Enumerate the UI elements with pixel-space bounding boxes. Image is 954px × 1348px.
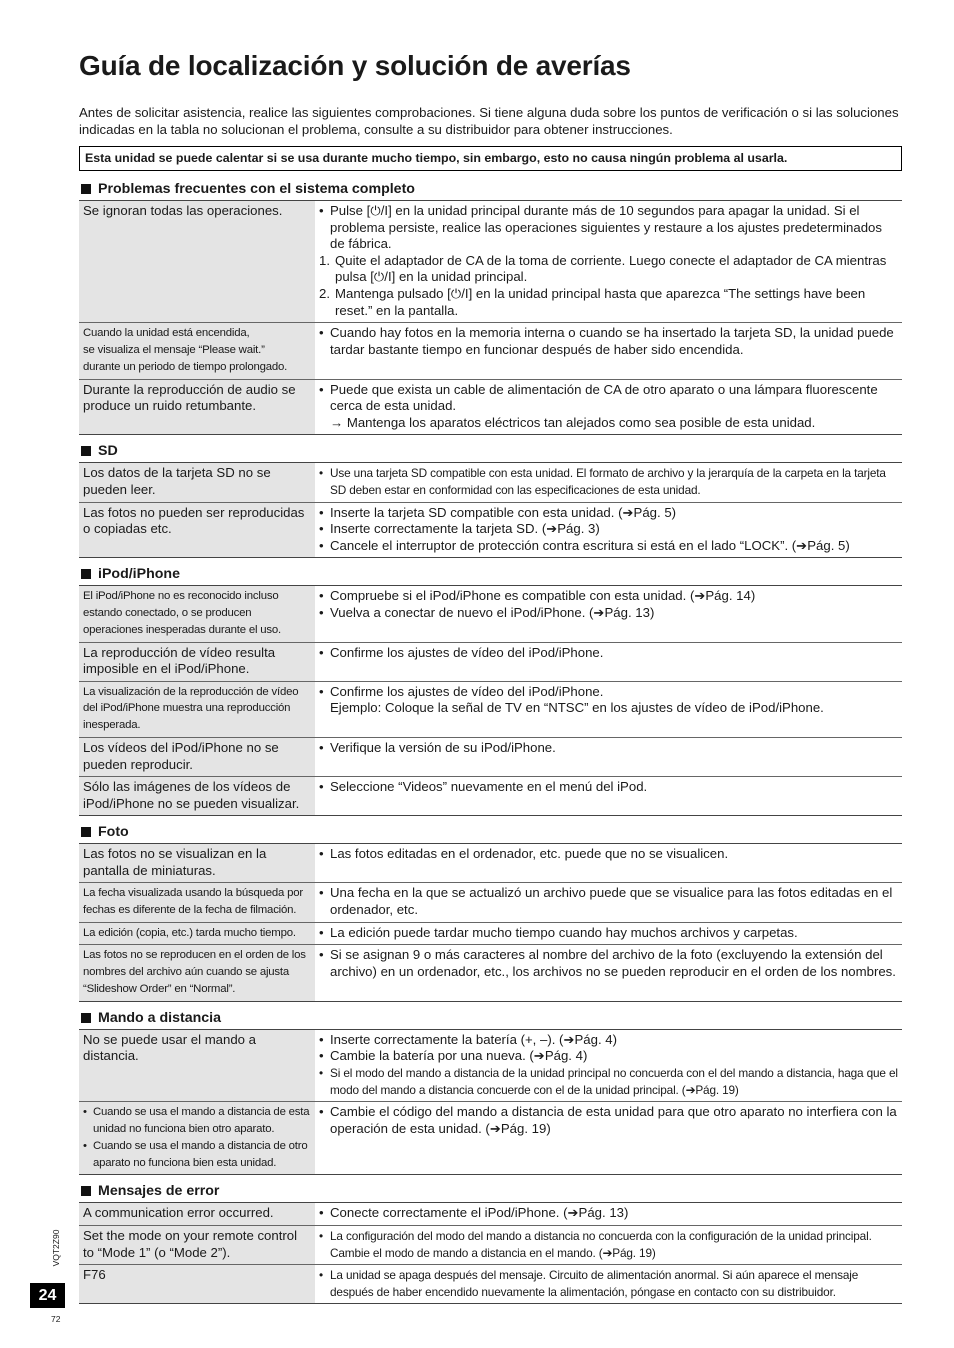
solution-text: Inserte la tarjeta SD compatible con esta unidad. (➔Pág. 5): [330, 504, 677, 520]
bullet-icon: •: [319, 1205, 324, 1221]
solution-text: Quite el adaptador de CA de la toma de corriente. Luego conecte el adaptador de CA mientras pulsa [⏻/I] en la unidad principal.: [335, 252, 887, 285]
problem-cell: [79, 922, 315, 945]
section-heading: [79, 563, 902, 585]
solution-line: [319, 1205, 898, 1222]
table-row: [79, 945, 902, 1001]
solution-cell: [315, 642, 902, 681]
bullet-icon: •: [319, 504, 324, 520]
troubleshooting-table: [79, 200, 902, 435]
problem-cell: [79, 1265, 315, 1304]
solution-line: [319, 605, 898, 622]
problem-text: La visualización de la reproducción de vídeo del iPod/iPhone muestra una reproducción inesperada.: [83, 685, 299, 732]
section-heading: [79, 821, 902, 843]
solution-text: Puede que exista un cable de alimentación de CA de otro aparato o una lámpara fluorescente cerca de esta unidad.: [330, 381, 878, 414]
section-title: Mando a distancia: [98, 1009, 221, 1026]
bullet-icon: •: [319, 846, 324, 862]
solution-line: [319, 1104, 898, 1137]
problem-bullet: [83, 1104, 311, 1138]
problem-cell: [79, 1203, 315, 1226]
section-title: Foto: [98, 824, 129, 841]
square-bullet-icon: [81, 569, 91, 579]
table-row: [79, 642, 902, 681]
problem-cell: [79, 502, 315, 558]
table-row: [79, 502, 902, 558]
solution-text: Cancele el interruptor de protección contra escritura si está en el lado “LOCK”. (➔Pág. 5): [330, 537, 850, 553]
solution-text: La edición puede tardar mucho tiempo cuando hay muchos archivos y carpetas.: [330, 924, 798, 940]
solution-text: Use una tarjeta SD compatible con esta unidad. El formato de archivo y la jerarquía de la carpeta en la tarjeta SD deben estar en conformidad con las especificaciones de esta unidad.: [330, 466, 886, 497]
solution-text: La unidad se apaga después del mensaje. Circuito de alimentación anormal. Si aún aparece el mensaje después de haber encendido nuevamente la alimentación, póngase en contacto con su distribuidor.: [330, 1268, 859, 1299]
solution-cell: [315, 1203, 902, 1226]
problem-text: Sólo las imágenes de los vídeos de iPod/iPhone no se pueden visualizar.: [83, 779, 300, 811]
document-code: VQT2Z90: [51, 1229, 61, 1267]
section-title: Problemas frecuentes con el sistema completo: [98, 181, 415, 197]
solution-line: [319, 1032, 898, 1049]
table-row: [79, 1102, 902, 1175]
problem-cell: [79, 883, 315, 923]
table-row: [79, 323, 902, 379]
table-row: [79, 1265, 902, 1304]
problem-cell: [79, 1029, 315, 1101]
solution-text: Seleccione “Videos” nuevamente en el menú del iPod.: [330, 779, 648, 795]
solution-line: [319, 1065, 898, 1098]
solution-line: [319, 885, 898, 918]
problem-text: durante un periodo de tiempo prolongado.: [83, 360, 288, 373]
solution-text: Cambie la batería por una nueva. (➔Pág. 4): [330, 1048, 588, 1064]
table-row: [79, 844, 902, 883]
solution-text: Una fecha en la que se actualizó un archivo puede que se visualice para las fotos editadas en el ordenador, etc.: [330, 885, 893, 917]
troubleshooting-table: [79, 1202, 902, 1304]
square-bullet-icon: [81, 446, 91, 456]
solution-line: [319, 415, 898, 432]
solution-line: [319, 253, 898, 286]
bullet-icon: •: [319, 644, 324, 660]
problem-text: Set the mode on your remote control to “Mode 1” (o “Mode 2”).: [83, 1228, 298, 1260]
bullet-icon: •: [319, 521, 324, 537]
bullet-icon: •: [319, 537, 324, 553]
problem-cell: [79, 777, 315, 816]
solution-cell: [315, 463, 902, 502]
problem-text: Cuando la unidad está encendida,: [83, 327, 250, 340]
problem-cell: [79, 1226, 315, 1265]
bullet-icon: •: [83, 1106, 87, 1119]
solution-cell: [315, 738, 902, 777]
solution-cell: [315, 1029, 902, 1101]
solution-line: [319, 740, 898, 757]
intro-paragraph: Antes de solicitar asistencia, realice las siguientes comprobaciones. Si tiene alguna duda sobre los puntos de verificación o si las soluciones indicadas en la tabla no solucionan el problema, consulte a su distribuidor para obtener instrucciones.: [79, 105, 899, 137]
solution-text: La configuración del modo del mando a distancia no concuerda con la configuración de la unidad principal. Cambie el modo de mando a distancia en el mando. (➔Pág. 19): [330, 1229, 872, 1260]
solution-text: Si el modo del mando a distancia de la unidad principal no concuerda con el del mando a distancia, haga que el modo del mando a distancia concuerde con el de la unidad principal. (➔Pág. 19): [330, 1066, 898, 1097]
table-row: [79, 586, 902, 642]
solution-line: [319, 846, 898, 863]
solution-text: Ejemplo: Coloque la señal de TV en “NTSC” en los ajustes de vídeo de iPod/iPhone.: [330, 700, 824, 716]
problem-cell: [79, 323, 315, 379]
square-bullet-icon: [81, 1013, 91, 1023]
solution-text: Conecte correctamente el iPod/iPhone. (➔Pág. 13): [330, 1205, 629, 1221]
solution-line: [319, 1228, 898, 1261]
table-row: [79, 379, 902, 435]
square-bullet-icon: [81, 1186, 91, 1196]
page-title: Guía de localización y solución de averías: [79, 50, 631, 81]
solution-line: [319, 700, 898, 717]
solution-cell: [315, 323, 902, 379]
problem-text: A communication error occurred.: [83, 1205, 274, 1221]
page-sub-number: 72: [51, 1314, 61, 1324]
problem-text: Las fotos no se reproducen en el orden de los nombres del archivo aún cuando se ajusta “Slideshow Order” en “Normal”.: [83, 949, 306, 996]
solution-text: Inserte correctamente la tarjeta SD. (➔Pág. 3): [330, 521, 600, 537]
problem-cell: [79, 463, 315, 502]
solution-text: Cuando hay fotos en la memoria interna o cuando se ha insertado la tarjeta SD, la unidad puede tardar bastante tiempo en funcionar después de haber sido encendida.: [330, 325, 894, 357]
solution-line: [319, 538, 898, 555]
table-row: [79, 738, 902, 777]
section-heading: [79, 1180, 902, 1202]
problem-text: se visualiza el mensaje “Please wait.”: [83, 343, 265, 356]
solution-line: [319, 1048, 898, 1065]
problem-cell: [79, 201, 315, 323]
bullet-icon: •: [319, 466, 323, 481]
solution-line: [319, 779, 898, 796]
solution-cell: [315, 1102, 902, 1175]
solution-line: [319, 684, 898, 701]
square-bullet-icon: [81, 184, 91, 194]
solution-cell: [315, 379, 902, 435]
bullet-icon: •: [319, 924, 324, 940]
problem-bullet: [83, 1138, 311, 1172]
solution-line: [319, 947, 898, 980]
problem-text: La reproducción de vídeo resulta imposible en el iPod/iPhone.: [83, 644, 276, 677]
bullet-icon: •: [319, 325, 324, 341]
table-row: [79, 1029, 902, 1101]
problem-text: Las fotos no se visualizan en la pantalla de miniaturas.: [83, 846, 267, 878]
troubleshooting-table: [79, 843, 902, 1002]
table-row: [79, 777, 902, 816]
solution-line: [319, 382, 898, 415]
table-row: [79, 1203, 902, 1226]
troubleshooting-table: [79, 585, 902, 816]
bullet-icon: •: [319, 1268, 323, 1283]
section-heading: [79, 178, 902, 200]
solution-text: Si se asignan 9 o más caracteres al nombre del archivo de la foto (excluyendo la extensión del archivo) en un ordenador, etc., los archivos no se pueden reproducir en el orden de los nombres.: [330, 947, 896, 980]
problem-text: No se puede usar el mando a distancia.: [83, 1031, 257, 1064]
problem-cell: [79, 738, 315, 777]
bullet-icon: •: [319, 1031, 324, 1047]
problem-cell: [79, 844, 315, 883]
troubleshooting-table: [79, 1029, 902, 1176]
solution-text: Cambie el código del mando a distancia de esta unidad para que otro aparato no interfiera con la operación de esta unidad. (➔Pág. 19): [330, 1104, 897, 1136]
solution-cell: [315, 201, 902, 323]
table-row: [79, 201, 902, 323]
problem-cell: [79, 379, 315, 435]
problem-text: Las fotos no pueden ser reproducidas o copiadas etc.: [83, 504, 305, 537]
problem-text: La edición (copia, etc.) tarda mucho tiempo.: [83, 926, 296, 939]
step-marker: 2.: [319, 285, 330, 301]
solution-text: Pulse [⏻/I] en la unidad principal durante más de 10 segundos para apagar la unidad. Si el problema persiste, realice las operaciones siguientes y restaure a los ajustes predeterminados de fábrica.: [330, 203, 882, 252]
problem-text: Cuando se usa el mando a distancia de otro aparato no funciona bien esta unidad.: [93, 1139, 308, 1169]
problem-text: Se ignoran todas las operaciones.: [83, 203, 283, 218]
solution-text: Inserte correctamente la batería (+, –). (➔Pág. 4): [330, 1031, 618, 1047]
problem-cell: [79, 681, 315, 737]
solution-line: [319, 286, 898, 319]
solution-cell: [315, 1265, 902, 1304]
warning-box: Esta unidad se puede calentar si se usa durante mucho tiempo, sin embargo, esto no causa ningún problema al usarla.: [79, 146, 902, 171]
solution-text: Mantenga pulsado [⏻/I] en la unidad principal hasta que aparezca “The settings have been reset.” en la pantalla.: [335, 285, 866, 318]
solution-cell: [315, 502, 902, 558]
solution-text: Vuelva a conectar de nuevo el iPod/iPhone. (➔Pág. 13): [330, 604, 655, 620]
troubleshooting-table: [79, 462, 902, 558]
square-bullet-icon: [81, 827, 91, 837]
bullet-icon: •: [319, 604, 324, 620]
problem-text: F76: [83, 1267, 106, 1283]
bullet-icon: •: [319, 1229, 323, 1244]
solution-line: [319, 505, 898, 522]
problem-text: Cuando se usa el mando a distancia de esta unidad no funciona bien otro aparato.: [93, 1106, 310, 1136]
bullet-icon: •: [319, 588, 324, 604]
solution-text: Las fotos editadas en el ordenador, etc. puede que no se visualicen.: [330, 846, 729, 862]
solution-line: [319, 1267, 898, 1300]
problem-cell: [79, 586, 315, 642]
problem-text: La fecha visualizada usando la búsqueda por fechas es diferente de la fecha de filmación.: [83, 887, 304, 916]
problem-text: Durante la reproducción de audio se produce un ruido retumbante.: [83, 381, 296, 414]
bullet-icon: •: [319, 1104, 324, 1120]
solution-line: [319, 465, 898, 498]
bullet-icon: •: [319, 1066, 323, 1081]
solution-text: Compruebe si el iPod/iPhone es compatible con esta unidad. (➔Pág. 14): [330, 588, 756, 604]
problem-cell: [79, 642, 315, 681]
bullet-icon: •: [319, 381, 324, 397]
solution-cell: [315, 1226, 902, 1265]
solution-text: Confirme los ajustes de vídeo del iPod/iPhone.: [330, 644, 604, 660]
troubleshooting-content: [79, 178, 902, 1309]
bullet-icon: •: [319, 683, 324, 699]
solution-line: [319, 325, 898, 358]
bullet-icon: •: [319, 740, 324, 756]
bullet-icon: •: [83, 1139, 87, 1152]
solution-line: [319, 588, 898, 605]
table-row: [79, 463, 902, 502]
solution-cell: [315, 586, 902, 642]
solution-line: [319, 645, 898, 662]
page-number: 24: [30, 1283, 65, 1308]
problem-cell: [79, 1102, 315, 1175]
solution-line: [319, 925, 898, 942]
solution-text: → Mantenga los aparatos eléctricos tan alejados como sea posible de esta unidad.: [330, 414, 816, 430]
problem-text: El iPod/iPhone no es reconocido incluso estando conectado, o se producen operaciones inesperadas durante el uso.: [83, 590, 282, 636]
solution-cell: [315, 922, 902, 945]
section-title: SD: [98, 443, 118, 460]
solution-text: Verifique la versión de su iPod/iPhone.: [330, 740, 556, 756]
solution-text: Confirme los ajustes de vídeo del iPod/iPhone.: [330, 683, 604, 699]
solution-cell: [315, 777, 902, 816]
bullet-icon: •: [319, 779, 324, 795]
solution-cell: [315, 681, 902, 737]
bullet-icon: •: [319, 1048, 324, 1064]
section-heading: [79, 440, 902, 462]
problem-cell: [79, 945, 315, 1001]
problem-text: Los datos de la tarjeta SD no se pueden leer.: [83, 465, 271, 497]
section-title: Mensajes de error: [98, 1183, 220, 1200]
solution-line: [319, 521, 898, 538]
table-row: [79, 922, 902, 945]
bullet-icon: •: [319, 203, 324, 218]
solution-cell: [315, 945, 902, 1001]
section-title: iPod/iPhone: [98, 566, 180, 583]
bullet-icon: •: [319, 947, 324, 963]
table-row: [79, 681, 902, 737]
solution-cell: [315, 883, 902, 923]
section-heading: [79, 1007, 902, 1029]
table-row: [79, 883, 902, 923]
bullet-icon: •: [319, 885, 324, 901]
solution-cell: [315, 844, 902, 883]
step-marker: 1.: [319, 252, 330, 268]
solution-line: [319, 203, 898, 253]
problem-text: Los vídeos del iPod/iPhone no se pueden reproducir.: [83, 740, 279, 772]
table-row: [79, 1226, 902, 1265]
